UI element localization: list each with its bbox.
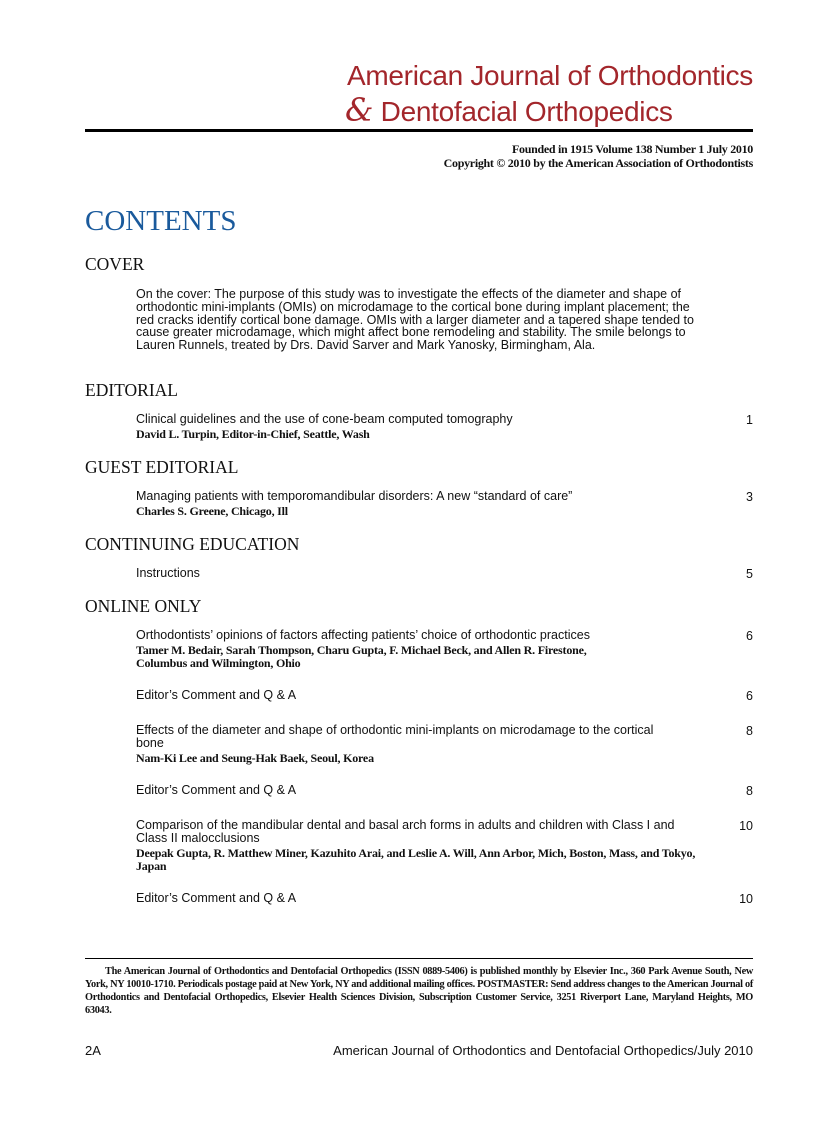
- entry-authors: Charles S. Greene, Chicago, Ill: [136, 504, 288, 518]
- entry-title[interactable]: Instructions: [136, 566, 200, 580]
- toc-entry[interactable]: [136, 784, 753, 797]
- toc-entry[interactable]: [136, 567, 753, 580]
- page-number: 2A: [85, 1043, 101, 1058]
- toc-entry[interactable]: [136, 892, 753, 905]
- entry-authors: Tamer M. Bedair, Sarah Thompson, Charu Gupta, F. Michael Beck, and Allen R. Firestone, Columbus and Wilmington, Ohio: [136, 643, 587, 670]
- entry-title[interactable]: Orthodontists’ opinions of factors affecting patients’ choice of orthodontic practices: [136, 628, 590, 642]
- footnote-rule: [85, 958, 753, 959]
- section-online-only: ONLINE ONLY: [85, 596, 202, 616]
- toc-entry[interactable]: [136, 629, 753, 670]
- section-continuing-education: CONTINUING EDUCATION: [85, 534, 300, 554]
- entry-page: 3: [746, 490, 753, 504]
- entry-title[interactable]: Editor’s Comment and Q & A: [136, 783, 297, 797]
- entry-authors: David L. Turpin, Editor-in-Chief, Seattle, Wash: [136, 427, 370, 441]
- entry-title[interactable]: Comparison of the mandibular dental and basal arch forms in adults and children with Class I and Class II malocclusions: [136, 818, 675, 845]
- entry-title[interactable]: Managing patients with temporomandibular disorders: A new “standard of care”: [136, 489, 573, 503]
- entry-page: 1: [746, 413, 753, 427]
- toc-entry[interactable]: [136, 819, 753, 873]
- toc-entry[interactable]: [136, 724, 753, 765]
- toc-entry[interactable]: [136, 689, 753, 702]
- entry-title[interactable]: Effects of the diameter and shape of orthodontic mini-implants on microdamage to the cortical bone: [136, 723, 654, 750]
- entry-page: 5: [746, 567, 753, 581]
- journal-title-line2: [345, 91, 673, 129]
- running-title: American Journal of Orthodontics and Dentofacial Orthopedics/July 2010: [333, 1043, 753, 1058]
- journal-title-line1: American Journal of Orthodontics: [347, 60, 753, 91]
- contents-heading: CONTENTS: [85, 205, 237, 237]
- header-rule: [85, 129, 753, 132]
- toc-entry[interactable]: [136, 490, 753, 518]
- entry-page: 8: [746, 724, 753, 738]
- cover-description: On the cover: The purpose of this study was to investigate the effects of the diameter and shape of orthodontic mini-implants (OMIs) on microdamage to the cortical bone during implant placement; the red cracks identify cortical bone damage. OMIs with a larger diameter and a tapered shape tended to cause greater microdamage, which might affect bone remodeling and stability. The smile belongs to Lauren Runnels, treated by Drs. David Sarver and Mark Yanosky, Birmingham, Ala.: [136, 287, 694, 353]
- entry-title[interactable]: Clinical guidelines and the use of cone-beam computed tomography: [136, 412, 513, 426]
- entry-title[interactable]: Editor’s Comment and Q & A: [136, 891, 297, 905]
- entry-page: 8: [746, 784, 753, 798]
- entry-page: 6: [746, 689, 753, 703]
- section-cover: COVER: [85, 254, 145, 274]
- entry-page: 6: [746, 629, 753, 643]
- entry-authors: Deepak Gupta, R. Matthew Miner, Kazuhito Arai, and Leslie A. Will, Ann Arbor, Mich, Boston, Mass, and Tokyo, Japan: [136, 846, 696, 873]
- section-guest-editorial: GUEST EDITORIAL: [85, 457, 239, 477]
- entry-authors: Nam-Ki Lee and Seung-Hak Baek, Seoul, Korea: [136, 751, 374, 765]
- toc-entry[interactable]: [136, 413, 753, 441]
- publication-footnote: The American Journal of Orthodontics and Dentofacial Orthopedics (ISSN 0889-5406) is published monthly by Elsevier Inc., 360 Park Avenue South, New York, NY 10010-1710. Periodicals postage paid at New York, NY and additional mailing offices. POSTMASTER: Send address changes to the American Journal of Orthodontics and Dentofacial Orthopedics, Elsevier Health Sciences Division, Subscription Customer Service, 3251 Riverport Lane, Maryland Heights, MO 63043.: [85, 966, 753, 1016]
- founded-volume: Founded in 1915 Volume 138 Number 1 July 2010: [512, 142, 753, 156]
- journal-title-text: Dentofacial Orthopedics: [380, 96, 673, 127]
- ampersand-logo: &: [345, 91, 374, 129]
- copyright: Copyright © 2010 by the American Association of Orthodontists: [443, 156, 753, 170]
- entry-title[interactable]: Editor’s Comment and Q & A: [136, 688, 297, 702]
- entry-page: 10: [739, 819, 753, 833]
- section-editorial: EDITORIAL: [85, 380, 178, 400]
- entry-page: 10: [739, 892, 753, 906]
